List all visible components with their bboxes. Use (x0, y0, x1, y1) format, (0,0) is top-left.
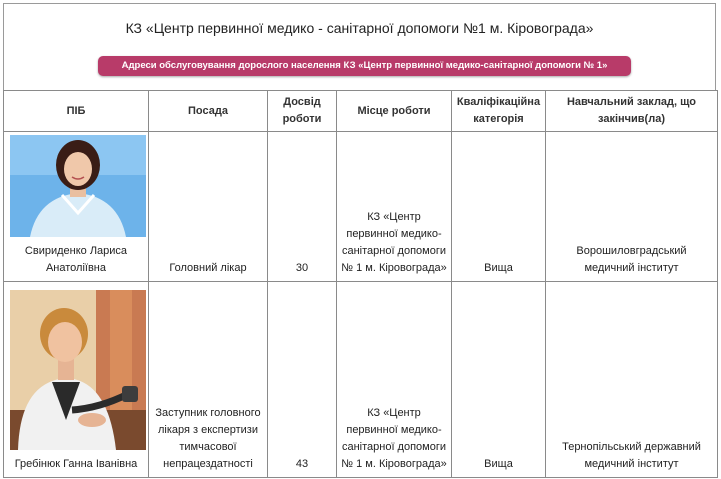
column-header-experience: Досвід роботи (268, 91, 337, 132)
staff-name: Гребінюк Ганна Іванівна (14, 458, 138, 470)
experience-cell: 30 (268, 132, 337, 282)
position-cell: Головний лікар (149, 132, 268, 282)
column-header-name: ПІБ (4, 91, 149, 132)
column-header-workplace: Місце роботи (337, 91, 452, 132)
staff-photo (10, 135, 146, 237)
workplace-cell: КЗ «Центр первинної медико-санітарної допомоги № 1 м. Кіровограда» (337, 132, 452, 282)
position-cell: Заступник головного лікаря з експертизи тимчасової непрацездатності (149, 282, 268, 478)
education-cell: Тернопільський державний медичний інститут (546, 282, 718, 478)
address-service-button[interactable]: Адреси обслуговування дорослого населення КЗ «Центр первинної медико-санітарної допомоги № 1» (98, 56, 631, 76)
education-cell: Ворошиловградський медичний інститут (546, 132, 718, 282)
workplace-cell: КЗ «Центр первинної медико-санітарної допомоги № 1 м. Кіровограда» (337, 282, 452, 478)
table-header-row (4, 91, 718, 132)
category-cell: Вища (452, 282, 546, 478)
staff-name: Свириденко Лариса Анатоліївна (24, 245, 128, 274)
name-cell (4, 132, 149, 282)
column-header-position: Посада (149, 91, 268, 132)
name-cell (4, 282, 149, 478)
column-header-education: Навчальний заклад, що закінчив(ла) (546, 91, 718, 132)
table-row (4, 282, 718, 478)
page-title: КЗ «Центр первинної медико - санітарної допомоги №1 м. Кіровограда» (125, 20, 594, 36)
staff-photo (10, 290, 146, 450)
staff-table (3, 90, 718, 478)
category-cell: Вища (452, 132, 546, 282)
page-header (3, 3, 716, 90)
table-row (4, 132, 718, 282)
column-header-category: Кваліфікаційна категорія (452, 91, 546, 132)
experience-cell: 43 (268, 282, 337, 478)
